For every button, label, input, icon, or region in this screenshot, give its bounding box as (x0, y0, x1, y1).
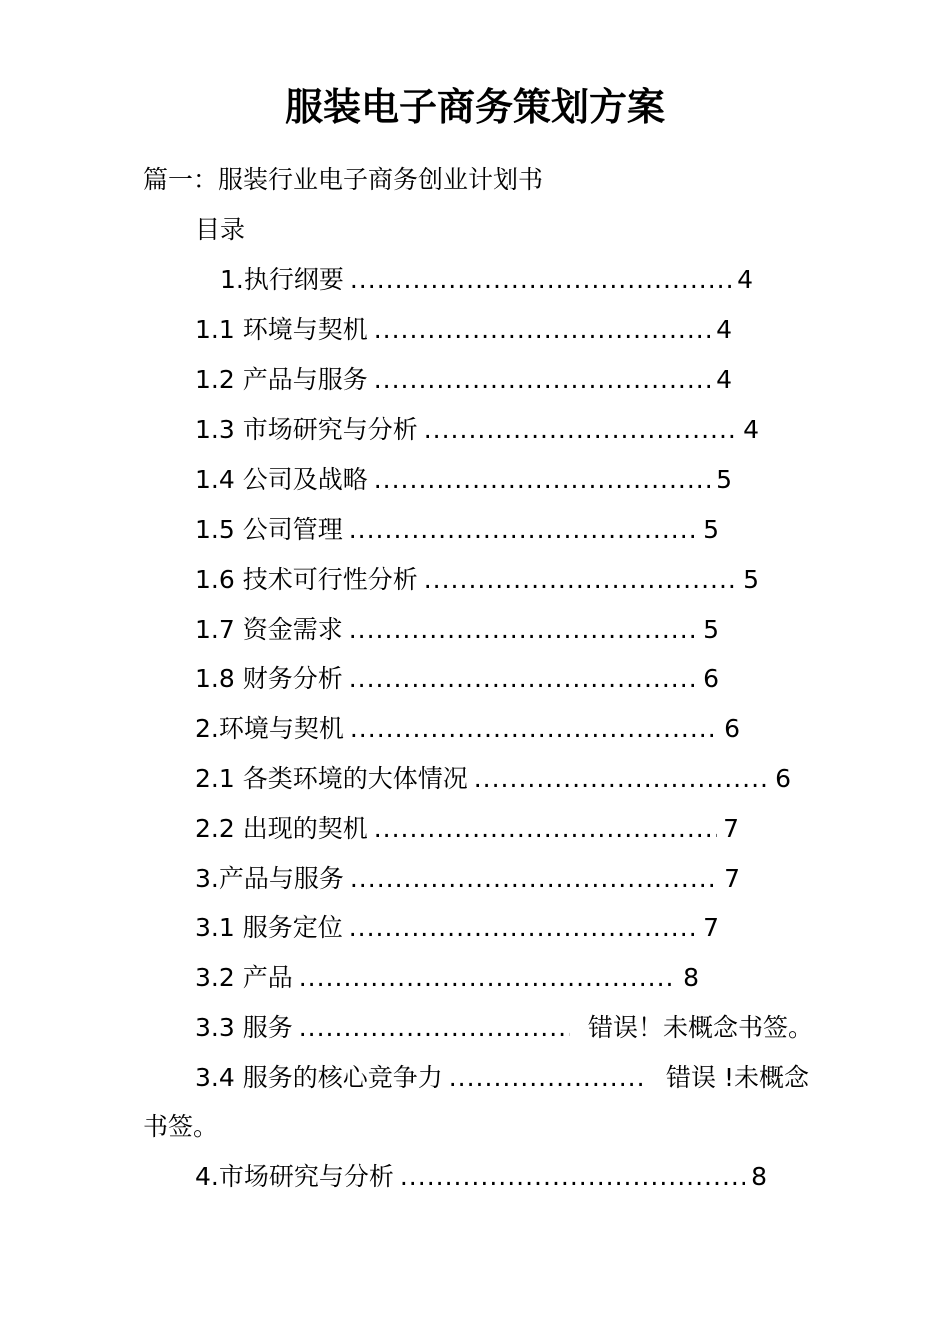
toc-entry[interactable] (195, 1160, 767, 1194)
toc-leader-dots (349, 911, 697, 945)
toc-entry[interactable] (195, 1011, 813, 1045)
toc-entry-page: 6 (724, 714, 740, 743)
toc-leader-dots (400, 1160, 745, 1194)
toc-entry[interactable] (195, 961, 699, 995)
toc-leader-dots (299, 961, 677, 995)
toc-entry-page: 错误 !未概念 (666, 1063, 809, 1092)
toc-entry-page: 4 (737, 265, 753, 294)
toc-entry-page: 4 (716, 365, 732, 394)
toc-leader-dots (424, 563, 737, 597)
toc-wrap-continuation: 书签。 (143, 1112, 219, 1141)
toc-leader-dots (350, 263, 731, 297)
toc-entry-page: 5 (743, 565, 759, 594)
toc-entry-page: 错误！未概念书签。 (587, 1013, 813, 1042)
toc-leader-dots (374, 812, 717, 846)
toc-entry-label: 1.3 市场研究与分析 (195, 415, 418, 444)
toc-leader-dots (374, 313, 710, 347)
toc-leader-dots (374, 363, 710, 397)
toc-leader-dots (349, 513, 697, 547)
toc-leader-dots (449, 1061, 648, 1095)
toc-entry-label: 1.执行纲要 (220, 265, 344, 294)
toc-entry[interactable] (195, 762, 791, 796)
toc-entry-page: 7 (724, 864, 740, 893)
document-title: 服装电子商务策划方案 (284, 85, 665, 129)
toc-leader-dots (349, 662, 697, 696)
toc-entry-label: 3.3 服务 (195, 1013, 293, 1042)
toc-entry-label: 1.8 财务分析 (195, 664, 343, 693)
toc-entry[interactable] (195, 911, 719, 945)
toc-entry-label: 4.市场研究与分析 (195, 1162, 394, 1191)
toc-leader-dots (474, 762, 769, 796)
toc-entry-page: 7 (703, 913, 719, 942)
toc-entry-label: 1.4 公司及战略 (195, 465, 368, 494)
toc-entry-label: 1.1 环境与契机 (195, 315, 368, 344)
toc-entry[interactable] (195, 313, 732, 347)
toc-entry-label: 3.4 服务的核心竞争力 (195, 1063, 443, 1092)
toc-entry[interactable] (195, 413, 759, 447)
toc-entry-label: 2.2 出现的契机 (195, 814, 368, 843)
toc-entry[interactable] (195, 712, 740, 746)
toc-entry[interactable] (195, 862, 740, 896)
toc-entry-page: 6 (703, 664, 719, 693)
toc-entry-page: 8 (751, 1162, 767, 1191)
toc-leader-dots (374, 463, 710, 497)
toc-entry-page: 4 (716, 315, 732, 344)
toc-entry-label: 3.1 服务定位 (195, 913, 343, 942)
toc-entry-page: 5 (703, 615, 719, 644)
toc-entry-label: 1.2 产品与服务 (195, 365, 368, 394)
toc-entry[interactable] (195, 812, 739, 846)
toc-entry-page: 6 (775, 764, 791, 793)
toc-entry-label: 1.5 公司管理 (195, 515, 343, 544)
toc-entry[interactable] (195, 563, 759, 597)
toc-leader-dots (424, 413, 737, 447)
toc-leader-dots (350, 712, 718, 746)
toc-entry[interactable] (220, 263, 753, 297)
toc-entry-label: 1.7 资金需求 (195, 615, 343, 644)
toc-entry-page: 7 (723, 814, 739, 843)
toc-entry-label: 1.6 技术可行性分析 (195, 565, 418, 594)
toc-entry-page: 8 (683, 963, 699, 992)
toc-leader-dots (349, 613, 697, 647)
toc-entry-page: 4 (743, 415, 759, 444)
toc-entry[interactable] (195, 513, 719, 547)
toc-entry[interactable] (195, 363, 732, 397)
toc-entry-page: 5 (716, 465, 732, 494)
toc-entry-page: 5 (703, 515, 719, 544)
toc-entry[interactable] (195, 1061, 809, 1095)
toc-leader-dots (299, 1011, 570, 1045)
toc-entry-label: 3.2 产品 (195, 963, 293, 992)
toc-entry-label: 3.产品与服务 (195, 864, 344, 893)
toc-entry-label: 2.1 各类环境的大体情况 (195, 764, 468, 793)
toc-leader-dots (350, 862, 718, 896)
toc-entry[interactable] (195, 463, 732, 497)
toc-label: 目录 (195, 215, 246, 244)
toc-entry[interactable] (195, 613, 719, 647)
toc-entry[interactable] (195, 662, 719, 696)
toc-entry-label: 2.环境与契机 (195, 714, 344, 743)
section-heading: 篇一：服装行业电子商务创业计划书 (143, 165, 544, 194)
